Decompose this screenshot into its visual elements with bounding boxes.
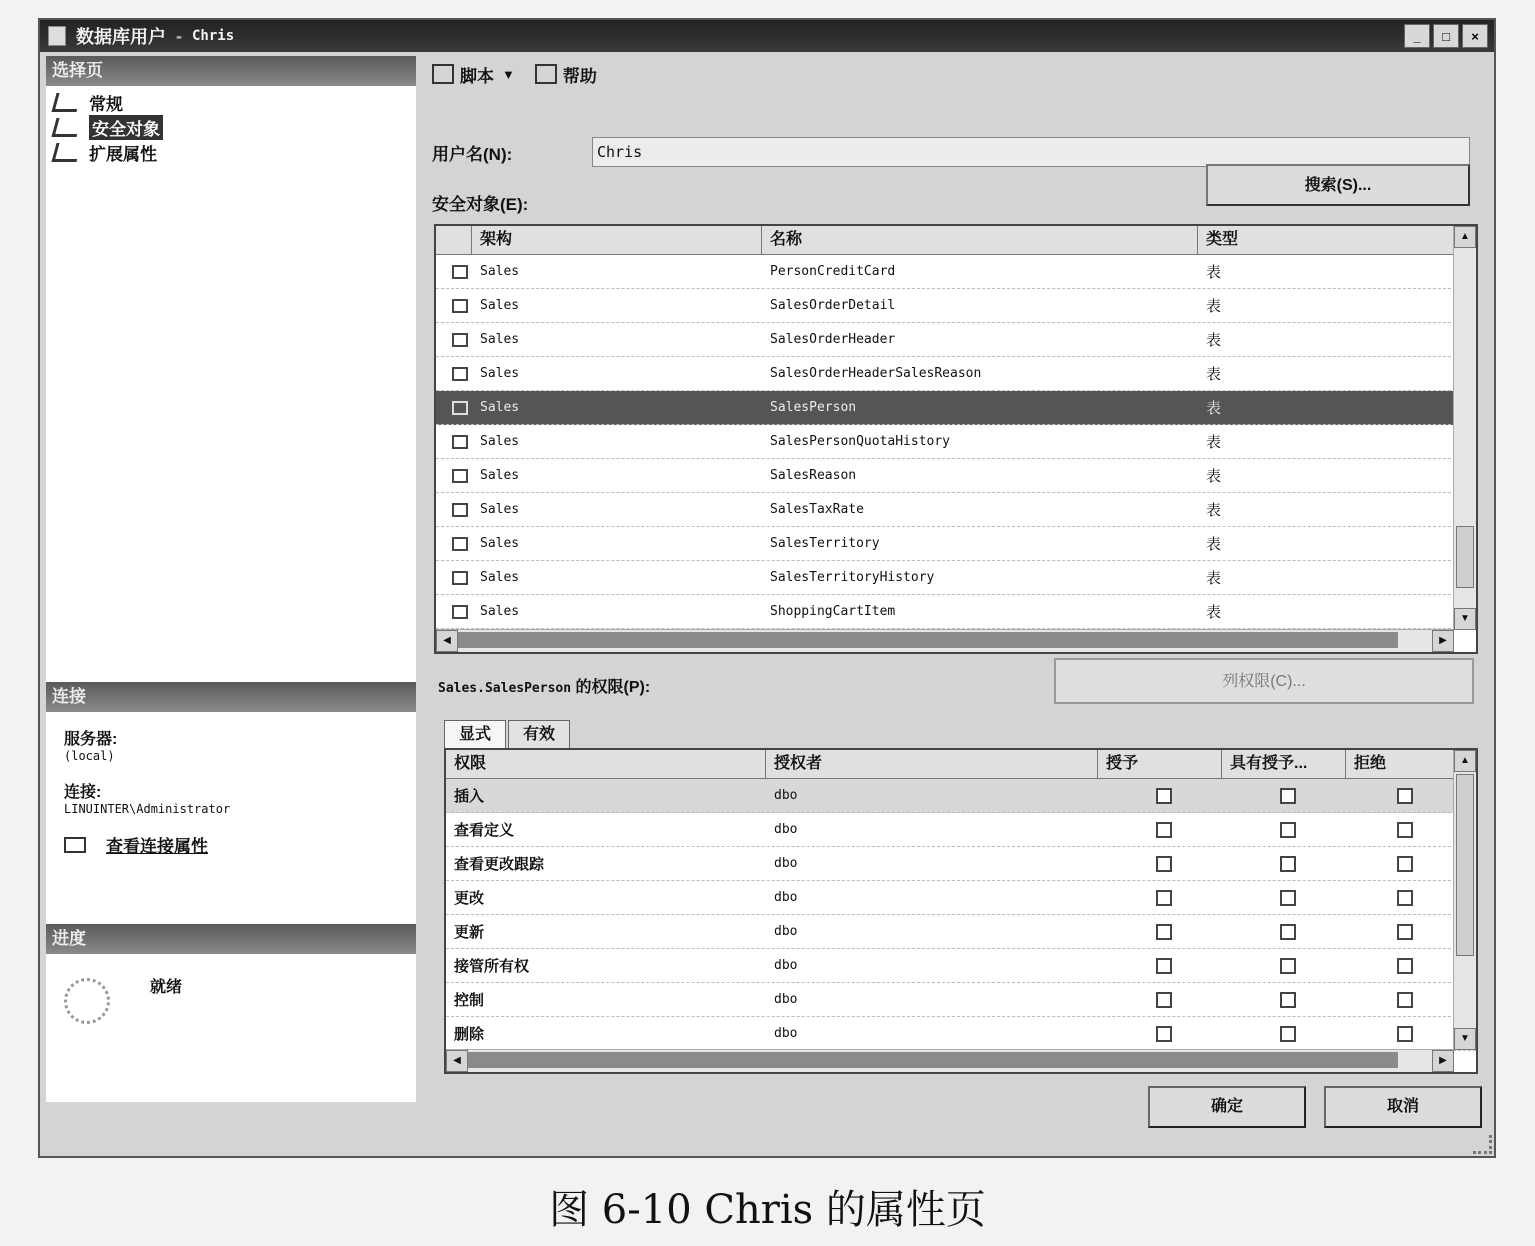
- table-row[interactable]: [446, 1017, 1476, 1051]
- table-row[interactable]: [446, 881, 1476, 915]
- cell-schema: Sales: [480, 434, 520, 449]
- table-row[interactable]: [446, 949, 1476, 983]
- cell-with-grant: [1222, 822, 1346, 838]
- table-row[interactable]: [446, 915, 1476, 949]
- table-row[interactable]: [446, 847, 1476, 881]
- cell-name: SalesOrderHeader: [770, 332, 896, 347]
- server-value: (local): [64, 749, 115, 763]
- scroll-thumb[interactable]: [458, 632, 1398, 648]
- cell-with-grant: [1222, 788, 1346, 804]
- figure-caption: 图 6-10 Chris 的属性页: [549, 1187, 986, 1233]
- row-icon-cell: [436, 503, 472, 517]
- column-header-permission[interactable]: 权限: [446, 750, 766, 778]
- column-header-with-grant[interactable]: 具有授予...: [1222, 750, 1346, 778]
- cell-deny: [1346, 822, 1456, 838]
- cell-deny: [1346, 924, 1456, 940]
- maximize-button[interactable]: □: [1433, 24, 1459, 48]
- cell-name: SalesTerritory: [770, 536, 880, 551]
- page-icon: [51, 93, 81, 112]
- scroll-right-icon[interactable]: ▶: [1432, 1050, 1454, 1072]
- cell-schema: Sales: [480, 604, 520, 619]
- cell-with-grant: [1222, 992, 1346, 1008]
- cell-grant: [1098, 788, 1222, 804]
- tab-explicit[interactable]: 显式: [444, 720, 506, 749]
- window-title: 数据库用户: [76, 27, 166, 47]
- row-icon-cell: [436, 571, 472, 585]
- cell-permission: 控制: [454, 992, 485, 1009]
- ok-button[interactable]: 确定: [1148, 1086, 1306, 1128]
- page-list: [46, 86, 416, 682]
- cell-grantor: dbo: [774, 924, 798, 939]
- row-icon-cell: [436, 265, 472, 279]
- table-icon: [452, 537, 468, 551]
- row-icon-cell: [436, 605, 472, 619]
- cell-schema: Sales: [480, 468, 520, 483]
- cell-grant: [1098, 822, 1222, 838]
- grant-checkbox[interactable]: [1156, 856, 1172, 872]
- cell-schema: Sales: [480, 570, 520, 585]
- securables-vertical-scrollbar[interactable]: [1453, 226, 1476, 630]
- with-grant-checkbox[interactable]: [1280, 924, 1296, 940]
- cell-grant: [1098, 958, 1222, 974]
- chevron-down-icon[interactable]: ▼: [502, 66, 515, 82]
- table-icon: [452, 469, 468, 483]
- page-item-label: 安全对象: [89, 115, 163, 140]
- progress-spinner-icon: [64, 978, 110, 1024]
- cell-grantor: dbo: [774, 788, 798, 803]
- title-separator: -: [176, 25, 182, 46]
- with-grant-checkbox[interactable]: [1280, 788, 1296, 804]
- deny-checkbox[interactable]: [1397, 890, 1413, 906]
- permissions-grid-header: [446, 750, 1476, 779]
- page-item-securables[interactable]: [46, 115, 416, 140]
- view-connection-properties-link[interactable]: 查看连接属性: [106, 837, 208, 856]
- cell-name: SalesTerritoryHistory: [770, 570, 935, 585]
- cell-name: SalesPersonQuotaHistory: [770, 434, 951, 449]
- deny-checkbox[interactable]: [1397, 992, 1413, 1008]
- cell-grant: [1098, 924, 1222, 940]
- connection-section: [46, 712, 416, 924]
- row-icon-cell: [436, 469, 472, 483]
- cell-type: 表: [1206, 434, 1222, 451]
- script-button[interactable]: 脚本: [460, 66, 494, 86]
- progress-header: 进度: [46, 924, 416, 954]
- row-icon-cell: [436, 401, 472, 415]
- cell-grantor: dbo: [774, 992, 798, 1007]
- scroll-down-icon[interactable]: ▼: [1454, 1028, 1476, 1050]
- cell-deny: [1346, 992, 1456, 1008]
- securables-grid-header: [436, 226, 1476, 255]
- table-row[interactable]: [436, 459, 1476, 493]
- securables-grid: [434, 224, 1478, 654]
- cell-type: 表: [1206, 400, 1222, 417]
- grant-checkbox[interactable]: [1156, 958, 1172, 974]
- page-item-label: 常规: [89, 95, 123, 114]
- grant-checkbox[interactable]: [1156, 1026, 1172, 1042]
- cell-type: 表: [1206, 570, 1222, 587]
- page-item-extended-properties[interactable]: [46, 140, 416, 165]
- cell-type: 表: [1206, 536, 1222, 553]
- column-header-grant[interactable]: 授予: [1098, 750, 1222, 778]
- cell-permission: 接管所有权: [454, 958, 530, 975]
- cell-with-grant: [1222, 890, 1346, 906]
- securables-horizontal-scrollbar[interactable]: [436, 629, 1454, 652]
- cell-name: SalesPerson: [770, 400, 857, 415]
- page-icon: [51, 143, 81, 162]
- cell-deny: [1346, 890, 1456, 906]
- cell-grantor: dbo: [774, 856, 798, 871]
- grant-checkbox[interactable]: [1156, 822, 1172, 838]
- scroll-thumb[interactable]: [1456, 526, 1474, 588]
- progress-section: [46, 954, 416, 1102]
- with-grant-checkbox[interactable]: [1280, 992, 1296, 1008]
- window-title-user: Chris: [192, 28, 235, 44]
- table-icon: [452, 435, 468, 449]
- server-label: 服务器:: [64, 731, 118, 748]
- title-bar: [40, 20, 1494, 52]
- cell-type: 表: [1206, 332, 1222, 349]
- row-icon-cell: [436, 333, 472, 347]
- deny-checkbox[interactable]: [1397, 958, 1413, 974]
- cell-grantor: dbo: [774, 958, 798, 973]
- table-icon: [452, 265, 468, 279]
- script-icon: [432, 64, 454, 84]
- deny-checkbox[interactable]: [1397, 856, 1413, 872]
- cell-with-grant: [1222, 958, 1346, 974]
- grant-checkbox[interactable]: [1156, 890, 1172, 906]
- cell-grant: [1098, 1026, 1222, 1042]
- cell-type: 表: [1206, 366, 1222, 383]
- cell-permission: 插入: [454, 788, 485, 805]
- select-page-header: 选择页: [46, 56, 416, 86]
- cell-name: ShoppingCartItem: [770, 604, 896, 619]
- table-icon: [452, 299, 468, 313]
- with-grant-checkbox[interactable]: [1280, 822, 1296, 838]
- cell-grantor: dbo: [774, 822, 798, 837]
- cell-schema: Sales: [480, 400, 520, 415]
- deny-checkbox[interactable]: [1397, 788, 1413, 804]
- scroll-left-icon[interactable]: ◀: [446, 1050, 468, 1072]
- cell-grantor: dbo: [774, 890, 798, 905]
- cell-schema: Sales: [480, 332, 520, 347]
- table-row[interactable]: [436, 255, 1476, 289]
- cell-grant: [1098, 992, 1222, 1008]
- permissions-horizontal-scrollbar[interactable]: [446, 1049, 1454, 1072]
- row-icon-cell: [436, 299, 472, 313]
- column-header-deny[interactable]: 拒绝: [1346, 750, 1456, 778]
- cell-name: SalesOrderHeaderSalesReason: [770, 366, 982, 381]
- deny-checkbox[interactable]: [1397, 924, 1413, 940]
- icon-column-header: [436, 226, 472, 254]
- page-item-general[interactable]: [46, 90, 416, 115]
- cell-name: PersonCreditCard: [770, 264, 896, 279]
- page-item-label: 扩展属性: [89, 145, 157, 164]
- permissions-label: [438, 674, 650, 697]
- cell-type: 表: [1206, 502, 1222, 519]
- table-row[interactable]: [446, 983, 1476, 1017]
- table-row[interactable]: [436, 561, 1476, 595]
- window-controls: [1404, 24, 1488, 48]
- database-user-dialog: [38, 18, 1496, 1158]
- cell-schema: Sales: [480, 536, 520, 551]
- cell-deny: [1346, 856, 1456, 872]
- column-permissions-button[interactable]: 列权限(C)...: [1054, 658, 1474, 704]
- securables-label: 安全对象(E):: [432, 195, 529, 214]
- table-icon: [452, 333, 468, 347]
- table-row[interactable]: [436, 425, 1476, 459]
- cell-schema: Sales: [480, 264, 520, 279]
- table-row[interactable]: [436, 493, 1476, 527]
- cell-type: 表: [1206, 604, 1222, 621]
- cell-grantor: dbo: [774, 1026, 798, 1041]
- table-row[interactable]: [436, 391, 1476, 425]
- cell-deny: [1346, 788, 1456, 804]
- cell-permission: 删除: [454, 1026, 485, 1043]
- username-label: 用户名(N):: [432, 144, 513, 164]
- table-row[interactable]: [446, 813, 1476, 847]
- table-icon: [452, 401, 468, 415]
- column-header-grantor[interactable]: 授权者: [766, 750, 1098, 778]
- help-icon: [535, 64, 557, 84]
- cell-grant: [1098, 856, 1222, 872]
- with-grant-checkbox[interactable]: [1280, 890, 1296, 906]
- scroll-up-icon[interactable]: ▲: [1454, 750, 1476, 772]
- cell-name: SalesOrderDetail: [770, 298, 896, 313]
- cell-type: 表: [1206, 264, 1222, 281]
- permissions-label-suffix: 的权限(P):: [575, 679, 651, 696]
- deny-checkbox[interactable]: [1397, 1026, 1413, 1042]
- cell-deny: [1346, 1026, 1456, 1042]
- scroll-up-icon[interactable]: ▲: [1454, 226, 1476, 248]
- tab-effective[interactable]: 有效: [508, 720, 570, 749]
- cell-schema: Sales: [480, 502, 520, 517]
- cell-deny: [1346, 958, 1456, 974]
- permissions-rows: [446, 779, 1476, 1051]
- table-icon: [452, 367, 468, 381]
- securables-rows: [436, 255, 1476, 629]
- with-grant-checkbox[interactable]: [1280, 856, 1296, 872]
- deny-checkbox[interactable]: [1397, 822, 1413, 838]
- help-button[interactable]: 帮助: [562, 66, 597, 86]
- table-row[interactable]: [436, 289, 1476, 323]
- cell-name: SalesTaxRate: [770, 502, 864, 517]
- database-icon: [48, 26, 66, 46]
- permissions-object: Sales.SalesPerson: [438, 681, 572, 696]
- with-grant-checkbox[interactable]: [1280, 1026, 1296, 1042]
- progress-status: 就绪: [150, 979, 183, 996]
- cell-permission: 更改: [454, 890, 485, 907]
- column-header-type[interactable]: 类型: [1198, 226, 1458, 254]
- properties-icon: [64, 837, 86, 853]
- cell-schema: Sales: [480, 298, 520, 313]
- column-header-name[interactable]: 名称: [762, 226, 1198, 254]
- connection-label: 连接:: [64, 784, 102, 801]
- with-grant-checkbox[interactable]: [1280, 958, 1296, 974]
- row-icon-cell: [436, 435, 472, 449]
- cell-with-grant: [1222, 1026, 1346, 1042]
- permissions-vertical-scrollbar[interactable]: [1453, 750, 1476, 1050]
- scroll-thumb[interactable]: [468, 1052, 1398, 1068]
- page-icon: [51, 118, 81, 137]
- search-button[interactable]: 搜索(S)...: [1206, 164, 1470, 206]
- table-row[interactable]: [446, 779, 1476, 813]
- cancel-button[interactable]: 取消: [1324, 1086, 1482, 1128]
- table-icon: [452, 605, 468, 619]
- resize-grip-icon[interactable]: [1473, 1135, 1492, 1154]
- grant-checkbox[interactable]: [1156, 992, 1172, 1008]
- right-pane: [420, 56, 1492, 1086]
- cell-schema: Sales: [480, 366, 520, 381]
- row-icon-cell: [436, 537, 472, 551]
- view-connection-properties: [64, 832, 398, 857]
- scroll-right-icon[interactable]: ▶: [1432, 630, 1454, 652]
- cell-permission: 查看更改跟踪: [454, 856, 545, 873]
- cell-grant: [1098, 890, 1222, 906]
- scroll-down-icon[interactable]: ▼: [1454, 608, 1476, 630]
- table-row[interactable]: [436, 595, 1476, 629]
- cell-name: SalesReason: [770, 468, 857, 483]
- scroll-thumb[interactable]: [1456, 774, 1474, 956]
- connection-value: LINUINTER\Administrator: [64, 802, 231, 816]
- toolbar: [420, 56, 1492, 92]
- close-button[interactable]: ×: [1462, 24, 1488, 48]
- username-field[interactable]: Chris: [592, 137, 1470, 167]
- column-header-schema[interactable]: 架构: [472, 226, 762, 254]
- table-row[interactable]: [436, 527, 1476, 561]
- cell-with-grant: [1222, 924, 1346, 940]
- table-row[interactable]: [436, 323, 1476, 357]
- cell-permission: 更新: [454, 924, 485, 941]
- cell-type: 表: [1206, 468, 1222, 485]
- cell-with-grant: [1222, 856, 1346, 872]
- row-icon-cell: [436, 367, 472, 381]
- table-icon: [452, 571, 468, 585]
- table-icon: [452, 503, 468, 517]
- permissions-grid: [444, 748, 1478, 1074]
- left-pane: [46, 56, 416, 1086]
- cell-type: 表: [1206, 298, 1222, 315]
- scroll-left-icon[interactable]: ◀: [436, 630, 458, 652]
- grant-checkbox[interactable]: [1156, 924, 1172, 940]
- cell-permission: 查看定义: [454, 822, 515, 839]
- connection-header: 连接: [46, 682, 416, 712]
- minimize-button[interactable]: _: [1404, 24, 1430, 48]
- grant-checkbox[interactable]: [1156, 788, 1172, 804]
- permission-tabs: [444, 720, 572, 749]
- table-row[interactable]: [436, 357, 1476, 391]
